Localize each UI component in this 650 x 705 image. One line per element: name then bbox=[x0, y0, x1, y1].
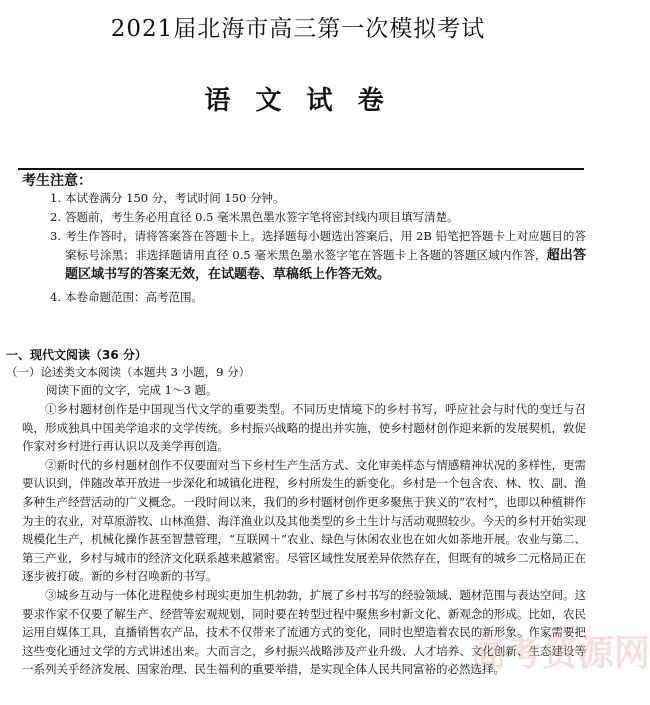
section-heading: 一、现代文阅读（36 分） bbox=[6, 348, 147, 362]
passage-paragraph-3: ③城乡互动与一体化进程使乡村现实更加生机勃勃，扩展了乡村书写的经验领域、题材范围与表达空间。这要求作家不仅要了解生产、经营等宏观规划，同时要在转型过程中聚焦乡村新文化、新观念的形成。比如，农民运用自媒体工具，直播销售农产品，技术不仅带来了流通方式的变化，同时也塑造着农民的新形象。作家需要把这些变化通过文学的方式讲述出来。大而言之，乡村振兴战略涉及产业升级、人才培养、文化创新、生态建设等一系列关乎经济发展、国家治理、民生福利的重要举措，是实现全体人民共同富裕的必然选择。 bbox=[22, 587, 586, 677]
passage-paragraph-1: ①乡村题材创作是中国现当代文学的重要类型。不同历史情境下的乡村书写，呼应社会与时代的变迁与召唤，形成独具中国美学追求的文学传统。乡村振兴战略的提出并实施，使乡村题材创作迎来新的发展契机，敦促作家对乡村进行再认识以及美学再创造。 bbox=[22, 402, 586, 454]
notice-item-text: 本卷命题范围：高考范围。 bbox=[65, 290, 203, 304]
exam-title: 2021届北海市高三第一次模拟考试 bbox=[110, 16, 486, 42]
notice-list bbox=[50, 189, 586, 307]
header-divider bbox=[18, 168, 584, 170]
notice-item-number: 1. bbox=[50, 191, 61, 205]
notice-item-number: 2. bbox=[50, 210, 61, 224]
notice-item-1 bbox=[50, 189, 586, 208]
notice-heading: 考生注意： bbox=[22, 173, 92, 189]
subsection-heading: （一）论述类文本阅读（本题共 3 小题，9 分） bbox=[6, 365, 251, 379]
passage-paragraph-2: ②新时代的乡村题材创作不仅要面对当下乡村生产生活方式、文化审美样态与情感精神状况的多样性，更需要认识到，伴随改革开放进一步深化和城镇化进程，乡村所发生的新变化。乡村是一个包含农、林、牧、副、渔多种生产经营活动的广义概念。一段时间以来，我们的乡村题材创作更多聚焦于狭义的“农村”，也即以种植耕作为主的农业，对草原游牧、山林渔猎、海洋渔业以及其他类型的乡土生计与活动观照较少。今天的乡村开始实现规模化生产，机械化操作甚至智慧管理，“互联网＋”农业、绿色与休闲农业也在如火如荼地开展。农业与第二、第三产业，乡村与城市的经济文化联系越来越紧密。尽管区域性发展差异依然存在，但既有的城乡二元格局正在逐步被打破。新的乡村召唤新的书写。 bbox=[22, 457, 586, 584]
paper-subject-title: 语 文 试 卷 bbox=[204, 86, 392, 116]
notice-item-text: 答题前，考生务必用直径 0.5 毫米黑色墨水签字笔将密封线内项目填写清楚。 bbox=[65, 210, 459, 224]
notice-item-text: 考生作答时，请将答案答在答题卡上。选择题每小题选出答案后，用 2B 铅笔把答题卡上对应题目的答案标号涂黑；非选择题请用直径 0.5 毫米黑色墨水签字笔在答题卡上各题的答题区域内作答， bbox=[65, 229, 586, 262]
notice-item-2 bbox=[50, 208, 586, 227]
reading-instruction: 阅读下面的文字，完成 1～3 题。 bbox=[46, 383, 218, 397]
notice-warning-text: 超出答题区域书写的答案无效，在试题卷、草稿纸上作答无效。 bbox=[65, 248, 586, 282]
notice-item-text: 本试卷满分 150 分，考试时间 150 分钟。 bbox=[65, 191, 285, 205]
notice-item-4 bbox=[50, 288, 586, 307]
notice-item-number: 3. bbox=[50, 229, 61, 243]
notice-item-3 bbox=[50, 227, 586, 284]
watermark-logo: 高考资源网 bbox=[470, 633, 650, 674]
notice-item-number: 4. bbox=[50, 290, 61, 304]
